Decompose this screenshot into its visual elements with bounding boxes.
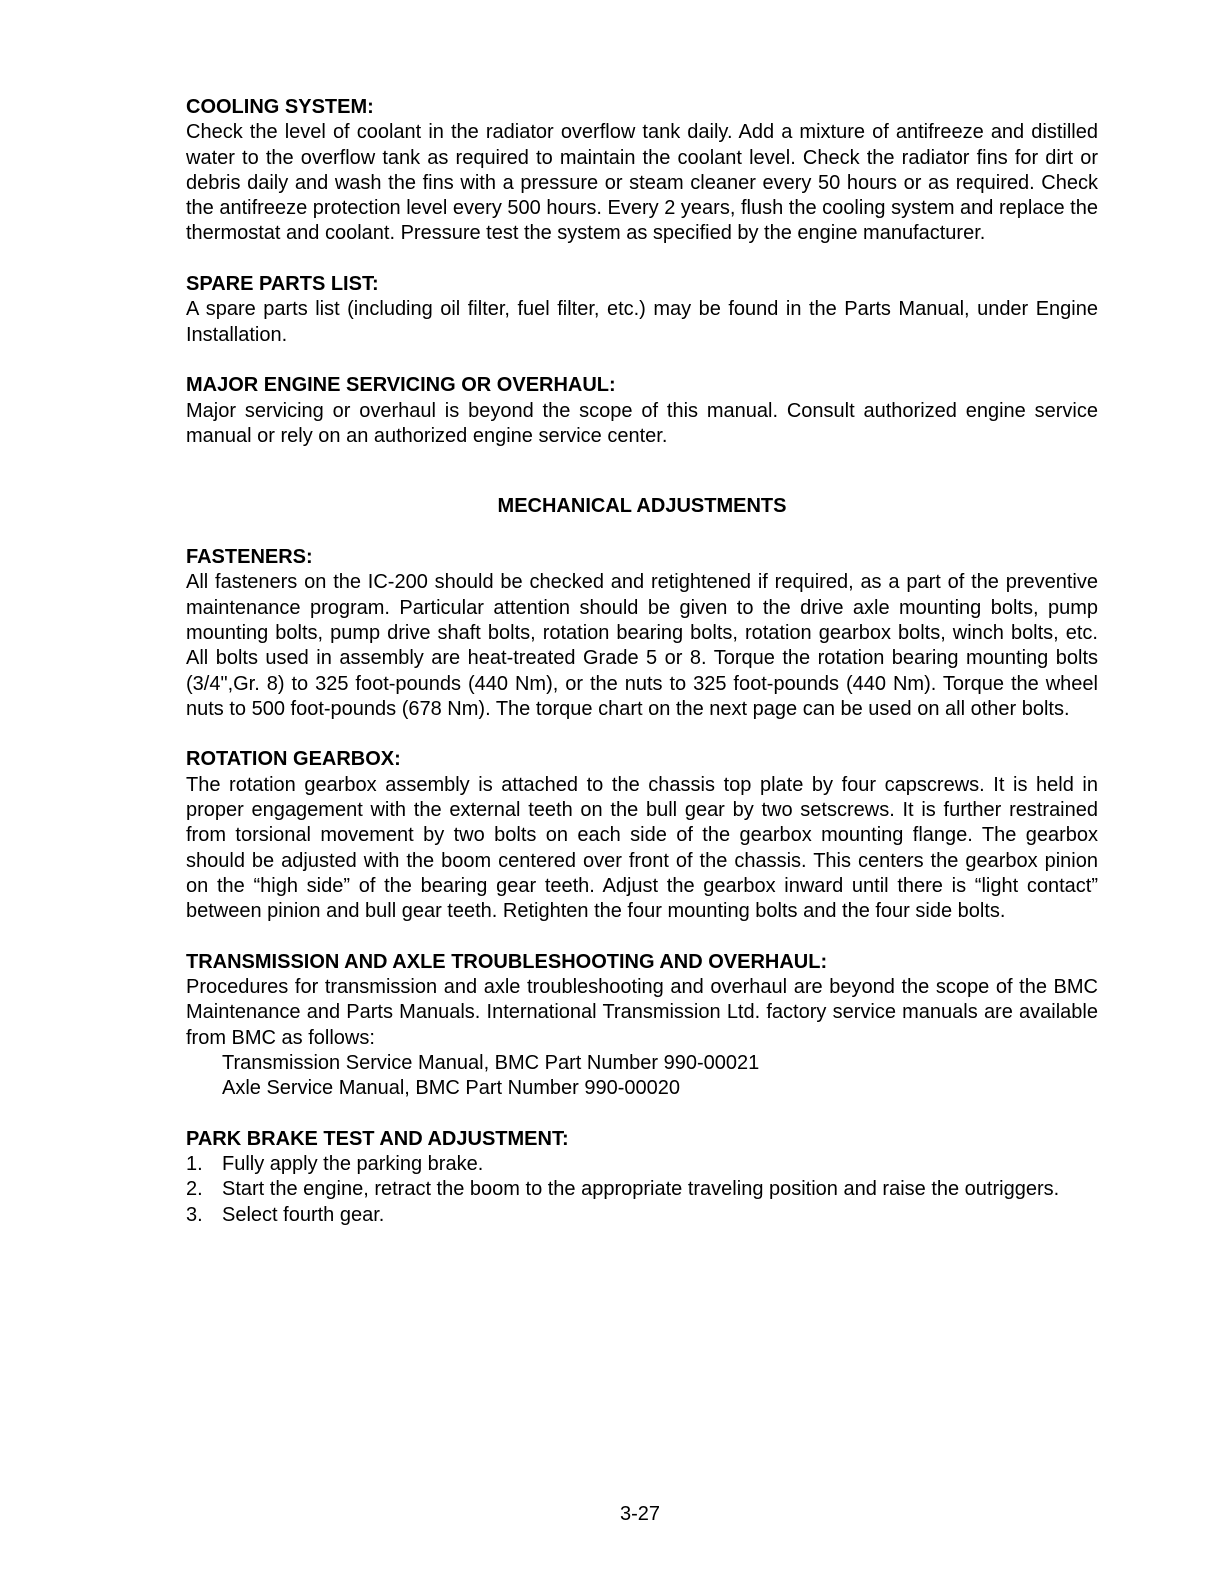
spare-parts-section — [186, 272, 1098, 348]
step-number: 1. — [186, 1153, 203, 1176]
transmission-section — [186, 950, 1098, 1102]
rotation-gearbox-body: The rotation gearbox assembly is attached to the chassis top plate by four capscrews. It is held in proper engagement with the external teeth on the bull gear by two setscrews. It is further restrained from torsional movement by two bolts on each side of the gearbox mounting flange. The gearbox should be adjusted with the boom centered over front of the chassis. This centers the gearbox pinion on the “high side” of the bearing gear teeth. Adjust the gearbox inward until there is “light contact” between pinion and bull gear teeth. Retighten the four mounting bolts and the four side bolts. — [186, 773, 1098, 923]
list-item — [186, 1177, 1098, 1202]
step-text: Fully apply the parking brake. — [222, 1153, 484, 1176]
rotation-gearbox-heading: ROTATION GEARBOX: — [186, 748, 401, 771]
manual-reference: Axle Service Manual, BMC Part Number 990-00020 — [222, 1077, 680, 1100]
cooling-system-body: Check the level of coolant in the radiator overflow tank daily. Add a mixture of antifreeze and distilled water to the overflow tank as required to maintain the coolant level. Check the radiator fins for dirt or debris daily and wash the fins with a pressure or steam cleaner every 50 hours or as required. Check the antifreeze protection level every 500 hours. Every 2 years, flush the cooling system and replace the thermostat and coolant. Pressure test the system as specified by the engine manufacturer. — [186, 121, 1098, 245]
cooling-system-heading: COOLING SYSTEM: — [186, 96, 374, 118]
step-number: 3. — [186, 1203, 203, 1226]
page-number: 3-27 — [619, 1503, 661, 1525]
fasteners-body: All fasteners on the IC-200 should be checked and retightened if required, as a part of the preventive maintenance program. Particular attention should be given to the drive axle mounting bolts, pump mounting bolts, pump drive shaft bolts, rotation bearing bolts, rotation gearbox bolts, winch bolts, etc. All bolts used in assembly are heat-treated Grade 5 or 8. Torque the rotation bearing mounting bolts (3/4",Gr. 8) to 325 foot-pounds (440 Nm), or the nuts to 325 foot-pounds (440 Nm). Torque the wheel nuts to 500 foot-pounds (678 Nm). The torque chart on the next page can be used on all other bolts. — [186, 571, 1098, 720]
fasteners-heading: FASTENERS: — [186, 546, 313, 569]
transmission-body: Procedures for transmission and axle troubleshooting and overhaul are beyond the scope of the BMC Maintenance and Parts Manuals. International Transmission Ltd. factory service manuals are available from BMC as follows: — [186, 976, 1098, 1049]
list-item — [186, 1203, 1098, 1228]
transmission-heading: TRANSMISSION AND AXLE TROUBLESHOOTING AND OVERHAUL: — [186, 950, 828, 973]
park-brake-heading: PARK BRAKE TEST AND ADJUSTMENT: — [186, 1127, 569, 1150]
major-engine-heading: MAJOR ENGINE SERVICING OR OVERHAUL: — [186, 374, 616, 397]
mechanical-adjustments-title: MECHANICAL ADJUSTMENTS — [497, 495, 787, 518]
fasteners-section — [186, 545, 1098, 722]
spare-parts-body: A spare parts list (including oil filter, fuel filter, etc.) may be found in the Parts Manual, under Engine Installation. — [186, 298, 1098, 346]
step-number: 2. — [186, 1178, 203, 1201]
step-text: Start the engine, retract the boom to the appropriate traveling position and raise the outriggers. — [222, 1178, 1060, 1201]
document-page — [186, 95, 1098, 1228]
list-item — [186, 1152, 1098, 1177]
step-text: Select fourth gear. — [222, 1203, 385, 1226]
major-engine-section — [186, 373, 1098, 449]
spare-parts-heading: SPARE PARTS LIST: — [186, 273, 379, 296]
cooling-system-section — [186, 95, 1098, 247]
rotation-gearbox-section — [186, 747, 1098, 924]
park-brake-section — [186, 1127, 1098, 1228]
major-engine-body: Major servicing or overhaul is beyond the scope of this manual. Consult authorized engine service manual or rely on an authorized engine service center. — [186, 399, 1098, 447]
manual-reference: Transmission Service Manual, BMC Part Number 990-00021 — [222, 1051, 760, 1074]
park-brake-steps — [186, 1152, 1098, 1228]
